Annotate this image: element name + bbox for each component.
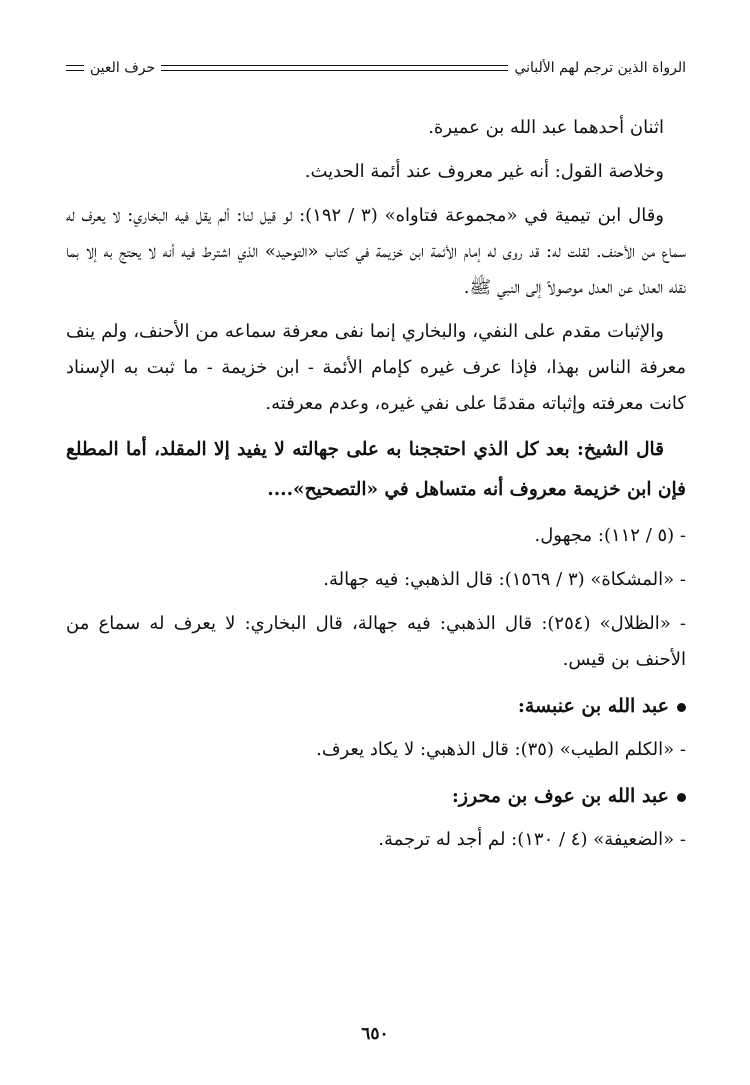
header-rule bbox=[161, 65, 508, 71]
bullet-icon bbox=[677, 793, 686, 802]
header-rule-short bbox=[66, 65, 84, 71]
reference-item: - «المشكاة» (٣ / ١٥٦٩): قال الذهبي: فيه جهالة. bbox=[323, 569, 686, 590]
page-body bbox=[66, 110, 686, 866]
narrator-name: عبد الله بن عنبسة: bbox=[517, 695, 669, 717]
reference-item: - «الكلم الطيب» (٣٥): قال الذهبي: لا يكاد يعرف. bbox=[316, 739, 686, 760]
bullet-icon bbox=[677, 703, 686, 712]
paragraph: وقال ابن تيمية في «مجموعة فتاواه» (٣ / ١٩٢): لو قيل لنا: ألم يقل فيه البخاري: لا يعرف له سماع من الأحنف. لقلت له: قد روى له إمام الأئمة ابن خزيمة في كتاب «التوحيد» الذي اشترط فيه أنه لا يحتج به إلا بما نقله العدل عن العدل موصولاً إلى النبي ﷺ. bbox=[66, 205, 686, 298]
paragraph: اثنان أحدهما عبد الله بن عميرة. bbox=[428, 117, 664, 138]
running-header bbox=[66, 56, 686, 80]
paragraph: وخلاصة القول: أنه غير معروف عند أئمة الحديث. bbox=[304, 161, 664, 182]
narrator-heading bbox=[66, 688, 686, 724]
reference-item: - «الضعيفة» (٤ / ١٣٠): لم أجد له ترجمة. bbox=[378, 829, 686, 850]
book-title: الرواة الذين ترجم لهم الألباني bbox=[514, 60, 686, 76]
paragraph: والإثبات مقدم على النفي، والبخاري إنما نفى معرفة سماعه من الأحنف، ولم ينف معرفة الناس بهذا، فإذا عرف غيره كإمام الأئمة - ابن خزيمة - ما ثبت به الإسناد كانت معرفته وإثباته مقدمًا على نفي غيره، وعدم معرفته. bbox=[66, 321, 686, 414]
chapter-title: حرف العين bbox=[90, 60, 156, 76]
page-number: ٦٥٠ bbox=[361, 1024, 389, 1044]
narrator-heading bbox=[66, 778, 686, 814]
reference-item: - (٥ / ١١٢): مجهول. bbox=[534, 525, 686, 546]
reference-item: - «الظلال» (٢٥٤): قال الذهبي: فيه جهالة، قال البخاري: لا يعرف له سماع من الأحنف بن قيس. bbox=[66, 613, 686, 670]
sheikh-statement: قال الشيخ: بعد كل الذي احتججنا به على جهالته لا يفيد إلا المقلد، أما المطلع فإن ابن خزيمة معروف أنه متساهل في «التصحيح».... bbox=[66, 439, 686, 500]
narrator-name: عبد الله بن عوف بن محرز: bbox=[451, 785, 669, 807]
